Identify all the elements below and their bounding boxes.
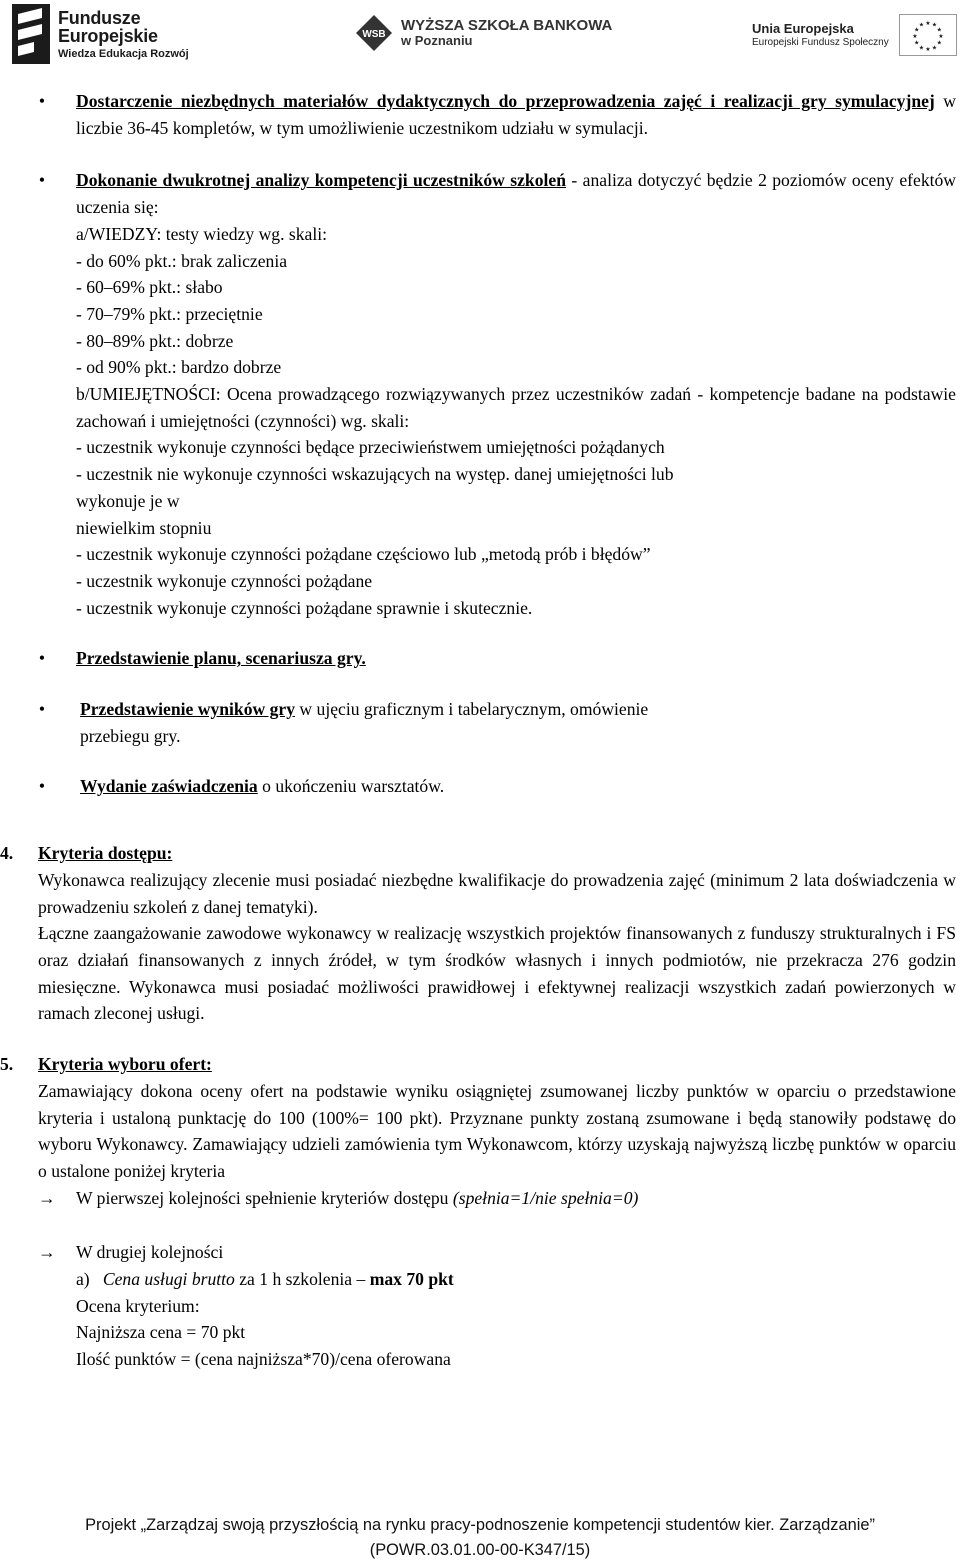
criteria-second-text: W drugiej kolejności (76, 1242, 224, 1263)
criterion-ilosc: Ilość punktów = (cena najniższa*70)/cena oferowana (76, 1349, 451, 1370)
ue-logo-line1: Unia Europejska (752, 21, 854, 37)
wsb-logo-line1: WYŻSZA SZKOŁA BANKOWA (401, 16, 613, 34)
bullet-zaswiadczenie-text: o ukończeniu warsztatów. (257, 776, 445, 797)
bullet-dot-icon: • (38, 776, 46, 797)
bullet-wyniki-heading: Przedstawienie wyników gry (80, 699, 296, 720)
section-kryteria-dostepu (0, 840, 956, 1027)
wsb-logo (355, 14, 612, 52)
wiedza-line: a/WIEDZY: testy wiedzy wg. skali: (76, 223, 327, 244)
bullet-analiza (38, 167, 956, 621)
section-number: 5. (0, 1054, 14, 1075)
bullet-analiza-text: - analiza dotyczyć będzie 2 poziomów oceny efektów uczenia się: (76, 170, 957, 218)
wiedza-scale-line: - do 60% pkt.: brak zaliczenia (76, 250, 288, 271)
section-title: Kryteria wyboru ofert: (38, 1054, 212, 1075)
ue-logo-line2: Europejski Fundusz Społeczny (752, 36, 889, 48)
umiejetnosci-scale-line: wykonuje je w (76, 490, 180, 511)
bullet-dot-icon: • (38, 648, 46, 669)
bullet-wyniki-text-line2: przebiegu gry. (80, 725, 181, 746)
wsb-logo-line2: w Poznaniu (401, 33, 473, 49)
umiejetnosci-scale-line: - uczestnik wykonuje czynności będące przeciwieństwem umiejętności pożądanych (76, 437, 665, 458)
footer-project-line: Projekt „Zarządzaj swoją przyszłością na rynku pracy-podnoszenie kompetencji studentów kier. Zarządzanie” (85, 1516, 875, 1534)
section-paragraph: Łączne zaangażowanie zawodowe wykonawcy w realizację wszystkich projektów finansowanych z funduszy strukturalnych i FS oraz działań finansowanych z innych źródeł, w tym środków własnych i innych podmiotów, nie przekracza 276 godzin miesięczne. Wykonawca musi posiadać możliwości prawidłowej i efektywnej realizacji wszystkich zadań powierzonych w ramach zleconej usługi. (38, 923, 956, 1024)
wiedza-scale-line: - 80–89% pkt.: dobrze (76, 330, 234, 351)
criteria-first-text: W pierwszej kolejności spełnienie kryteriów dostępu (76, 1187, 453, 1208)
bullet-wyniki (38, 696, 956, 749)
section-paragraph: Wykonawca realizujący zlecenie musi posiadać niezbędne kwalifikacje do prowadzenia zajęć (minimum 2 lata doświadczenia w prowadzeniu szkoleń z danej tematyki). (38, 869, 956, 917)
fe-logo-line2: Europejskie (58, 25, 158, 46)
arrow-right-icon: → (38, 1242, 56, 1263)
bullet-materialy-text: w liczbie 36-45 kompletów, w tym umożliwienie uczestnikom udziału w symulacji. (76, 91, 956, 138)
bullet-dot-icon: • (38, 170, 46, 191)
umiejetnosci-scale-line: - uczestnik wykonuje czynności pożądane sprawnie i skutecznie. (76, 597, 533, 618)
section-title: Kryteria dostępu: (38, 843, 173, 864)
bullet-wyniki-text: w ujęciu graficznym i tabelarycznym, omówienie (295, 699, 649, 720)
criterion-najnizsza: Najniższa cena = 70 pkt (76, 1322, 246, 1343)
svg-text:★: ★ (931, 44, 937, 52)
svg-text:★: ★ (931, 21, 937, 29)
bullet-dot-icon: • (38, 91, 46, 111)
unia-europejska-logo (752, 14, 957, 56)
wiedza-scale-line: - 60–69% pkt.: słabo (76, 277, 223, 298)
arrow-right-icon: → (38, 1187, 56, 1208)
criteria-first-italic: (spełnia=1/nie spełnia=0) (452, 1187, 639, 1208)
bullet-plan (38, 645, 956, 672)
criterion-label: a) (76, 1269, 90, 1290)
svg-text:★: ★ (912, 33, 918, 40)
bullet-materialy (38, 88, 956, 141)
fe-logo-line3: Wiedza Edukacja Rozwój (58, 47, 189, 60)
wiedza-scale-line: - od 90% pkt.: bardzo dobrze (76, 357, 282, 378)
bullet-zaswiadczenie (38, 773, 956, 800)
bullet-analiza-heading: Dokonanie dwukrotnej analizy kompetencji uczestników szkoleń (76, 170, 566, 191)
svg-text:★: ★ (913, 39, 920, 47)
bullet-zaswiadczenie-heading: Wydanie zaświadczenia (80, 776, 258, 797)
wsb-mark-text: WSB (362, 29, 386, 40)
wiedza-scale-line: - 70–79% pkt.: przeciętnie (76, 303, 263, 324)
umiejetnosci-paragraph: b/UMIEJĘTNOŚCI: Ocena prowadzącego rozwiązywanych przez uczestników zadań - kompetencje badane na podstawie zachowań i umiejętności (czynności) wg. skali: (76, 384, 956, 431)
svg-text:★: ★ (936, 39, 942, 47)
eu-flag-icon (899, 14, 957, 56)
section-kryteria-wyboru (0, 1051, 956, 1373)
criterion-price-italic: Cena usługi brutto (102, 1269, 235, 1290)
fe-logo-line1: Fundusze (58, 7, 141, 28)
svg-text:★: ★ (938, 33, 944, 40)
document-body (0, 88, 957, 1373)
svg-text:★: ★ (925, 46, 931, 53)
section-number: 4. (0, 843, 14, 864)
criterion-price-bold: max 70 pkt (369, 1269, 454, 1290)
criteria-line-first (38, 1185, 956, 1212)
svg-text:★: ★ (936, 26, 942, 34)
section-paragraph: Zamawiający dokona oceny ofert na podstawie wyniku osiągniętej zsumowanej liczby punktów w oparciu o przedstawione kryteria i ustaloną punktację do 100 (100%= 100 pkt). Przyznane punkty zostaną zsumowane i będą stanowiły podstawę do wyboru Wykonawcy. Zamawiający udzieli zamówienia tym Wykonawcom, którzy uzyskają najwyższą liczbę punktów w oparciu o ustalone poniżej kryteria (38, 1080, 956, 1181)
criteria-line-second (38, 1239, 956, 1266)
bullet-materialy-heading: Dostarczenie niezbędnych materiałów dydaktycznych do przeprowadzenia zajęć i realizacji gry symulacyjnej (76, 91, 935, 111)
criterion-price-mid: za 1 h szkolenia – (234, 1269, 370, 1290)
page-footer (0, 1513, 960, 1563)
svg-text:★: ★ (925, 20, 931, 27)
svg-text:★: ★ (918, 21, 924, 29)
fundusze-europejskie-logo (12, 4, 189, 64)
page-header (0, 0, 960, 75)
footer-code-line: (POWR.03.01.00-00-K347/15) (369, 1541, 591, 1559)
svg-text:★: ★ (913, 26, 920, 34)
umiejetnosci-scale-line: niewielkim stopniu (76, 517, 212, 538)
bullet-dot-icon: • (38, 699, 46, 720)
umiejetnosci-scale-line: - uczestnik wykonuje czynności pożądane (76, 570, 373, 591)
criterion-price-line (38, 1266, 956, 1293)
bullet-plan-heading: Przedstawienie planu, scenariusza gry. (76, 648, 366, 669)
svg-text:★: ★ (918, 44, 924, 52)
criterion-ocena: Ocena kryterium: (76, 1295, 200, 1316)
fe-logo-mark-icon (12, 4, 50, 64)
umiejetnosci-scale-line: - uczestnik wykonuje czynności pożądane częściowo lub „metodą prób i błędów” (76, 544, 651, 565)
wsb-logo-mark-icon (355, 14, 393, 52)
umiejetnosci-scale-line: - uczestnik nie wykonuje czynności wskazujących na występ. danej umiejętności lub (76, 464, 674, 485)
